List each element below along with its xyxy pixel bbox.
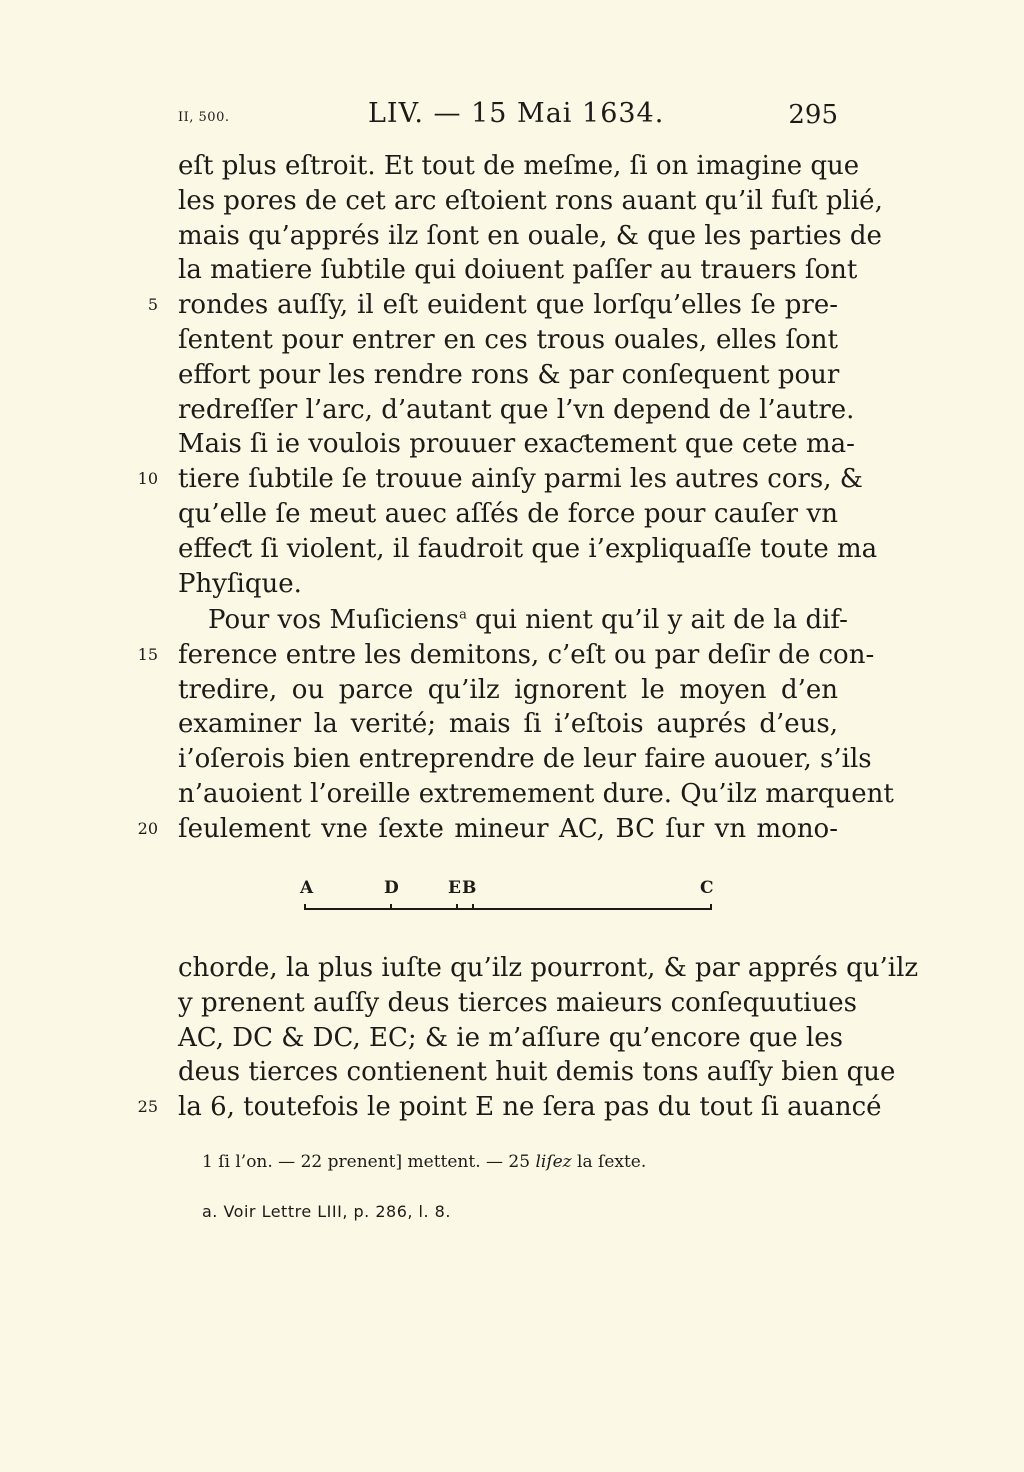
page-number: 295 [788,100,838,130]
text-line: effort pour les rendre rons & par conſequent pour [178,359,840,390]
diagram-label-d: D [384,878,400,898]
line-number: 25 [137,1097,158,1117]
monochord-diagram [300,878,720,918]
diagram-label-eb: EB [448,878,478,898]
paragraph-3 [137,951,919,1125]
text-line: 5 rondes auſſy, il eſt euident que lorſqu’elles ſe pre- [178,288,838,323]
diagram-label-c: C [700,878,715,898]
tick-e [456,904,458,910]
tick-b [472,904,474,910]
text-line: AC, DC & DC, EC; & ie m’aſſure qu’encore que les [178,1022,843,1053]
variant-note: 1 ſi l’on. — 22 prenent] mettent. — 25 liſez la ſexte. [202,1152,647,1172]
text-line: 25 la 6, toutefois le point E ne ſera pas du tout ſi auancé [178,1090,838,1125]
text-line: 20 ſeulement vne ſexte mineur AC, BC ſur vn mono- [178,812,838,847]
text-line: la matiere ſubtile qui doiuent paſſer au trauers ſont [178,255,858,286]
text-line: redreſſer l’arc, d’autant que l’vn depend de l’autre. [178,394,855,425]
line-number: 5 [147,295,158,315]
monochord-line [304,908,712,910]
text-line: effeƈt ſi violent, il faudroit que i’expliquaſſe toute ma [178,533,878,564]
text-line: 15 ference entre les demitons, c’eſt ou par deſir de con- [178,638,838,673]
paragraph-2 [137,603,894,847]
text-line: Phyſique. [178,568,302,599]
diagram-label-a: A [300,878,315,898]
text-line: Pour vos Muſiciens$^a$ qui nient qu’il y ait de la dif- [208,605,848,635]
text-line: 10 tiere ſubtile ſe trouue ainſy parmi les autres cors, & [178,462,838,497]
text-line: eſt plus eſtroit. Et tout de meſme, ſi on imagine que [178,151,860,181]
page-header [178,98,838,138]
footnote-a: a. Voir Lettre LIII, p. 286, l. 8. [202,1202,451,1221]
text-line: examiner la verité; mais ſi i’eſtois auprés d’eus, [178,709,838,740]
line-number: 20 [137,818,158,838]
text-line: les pores de cet arc eſtoient rons auant qu’il fuſt plié, [178,185,883,216]
text-line: tredire, ou parce qu’ilz ignorent le moyen d’en [178,674,838,705]
footnote-marker: a [459,607,467,623]
text-line: i’oſerois bien entreprendre de leur faire auouer, s’ils [178,744,872,775]
text-line: mais qu’apprés ilz ſont en ouale, & que les parties de [178,220,882,251]
text-line: Mais ſi ie voulois prouuer exaƈtement que cete ma- [178,429,855,460]
paragraph-1 [137,149,883,601]
tick-d [390,904,392,910]
text-line: n’auoient l’oreille extremement dure. Qu’ilz marquent [178,778,894,809]
tick-a [304,904,306,910]
tick-c [710,904,712,910]
text-line: chorde, la plus iuſte qu’ilz pourront, & par apprés qu’ilz [178,953,919,983]
text-line: ſentent pour entrer en ces trous ouales, elles ſont [178,324,838,355]
line-number: 15 [137,644,158,664]
text-line: deus tierces contienent huit demis tons auſſy bien que [178,1057,896,1088]
volume-reference: II, 500. [178,110,230,125]
text-line: y prenent auſſy deus tierces maieurs conſequutiues [178,987,857,1018]
letter-heading: LIV. — 15 Mai 1634. [368,98,665,129]
line-number: 10 [137,469,158,489]
text-line: qu’elle ſe meut auec aſſés de force pour cauſer vn [178,498,838,529]
footnotes [202,1152,802,1221]
